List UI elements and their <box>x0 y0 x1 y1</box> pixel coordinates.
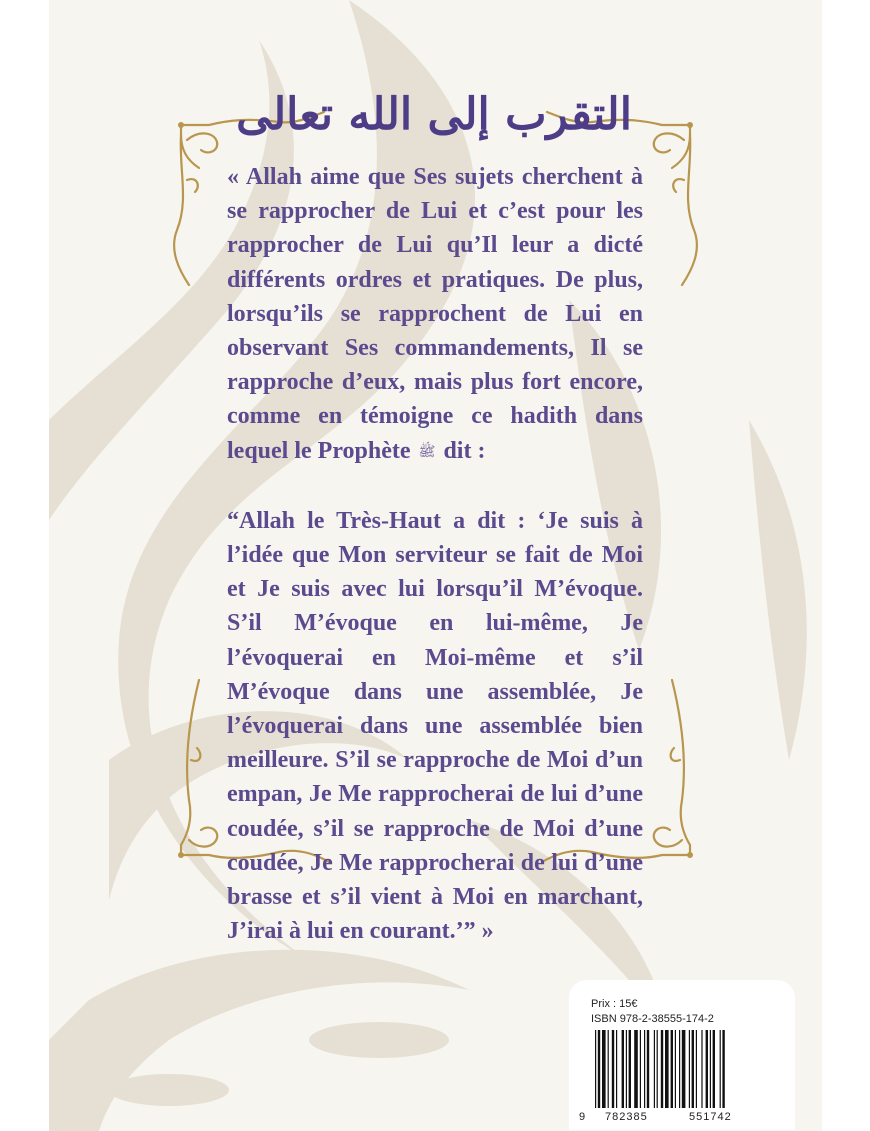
intro-paragraph <box>227 160 643 470</box>
barcode-panel <box>569 980 795 1130</box>
intro-text-end: dit : <box>443 437 486 464</box>
barcode-digits-left: 782385 <box>605 1111 648 1123</box>
isbn-label: ISBN 978-2-38555-174-2 <box>591 1013 714 1025</box>
book-back-cover <box>49 0 822 1131</box>
hadith-text-block <box>227 160 643 948</box>
barcode-digit-lead: 9 <box>579 1111 587 1123</box>
arabic-title-calligraphy: التقرب إلى الله تعالى <box>236 88 632 140</box>
barcode-bars <box>591 1030 777 1110</box>
salawat-symbol-icon: ﷺ <box>418 444 436 460</box>
intro-text: « Allah aime que Ses sujets cherchent à se rapprocher de Lui et c’est pour les rapprocher de Lui qu’Il leur a dicté différents ordres et pratiques. De plus, lorsqu’ils se rapprochent de Lui en observant Ses commandements, Il se rapproche d’eux, mais plus fort encore, comme en témoigne ce hadith dans lequel le Prophète <box>227 164 643 464</box>
hadith-quote-paragraph: “Allah le Très-Haut a dit : ‘Je suis à l’idée que Mon serviteur se fait de Moi et Je suis avec lui lorsqu’il M’évoque. S’il M’évoque en lui-même, Je l’évoquerai en Moi-même et s’il M’évoque dans une assemblée, Je l’évoquerai dans une assemblée bien meilleure. S’il se rapproche de Moi d’un empan, Je Me rapprocherai de lui d’une coudée, s’il se rapproche de Moi d’une coudée, Je Me rapprocherai de lui d’une brasse et s’il vient à Moi en marchant, J’irai à lui en courant.’” » <box>227 507 643 945</box>
price-label: Prix : 15€ <box>591 998 638 1010</box>
barcode-digits-right: 551742 <box>689 1111 732 1123</box>
